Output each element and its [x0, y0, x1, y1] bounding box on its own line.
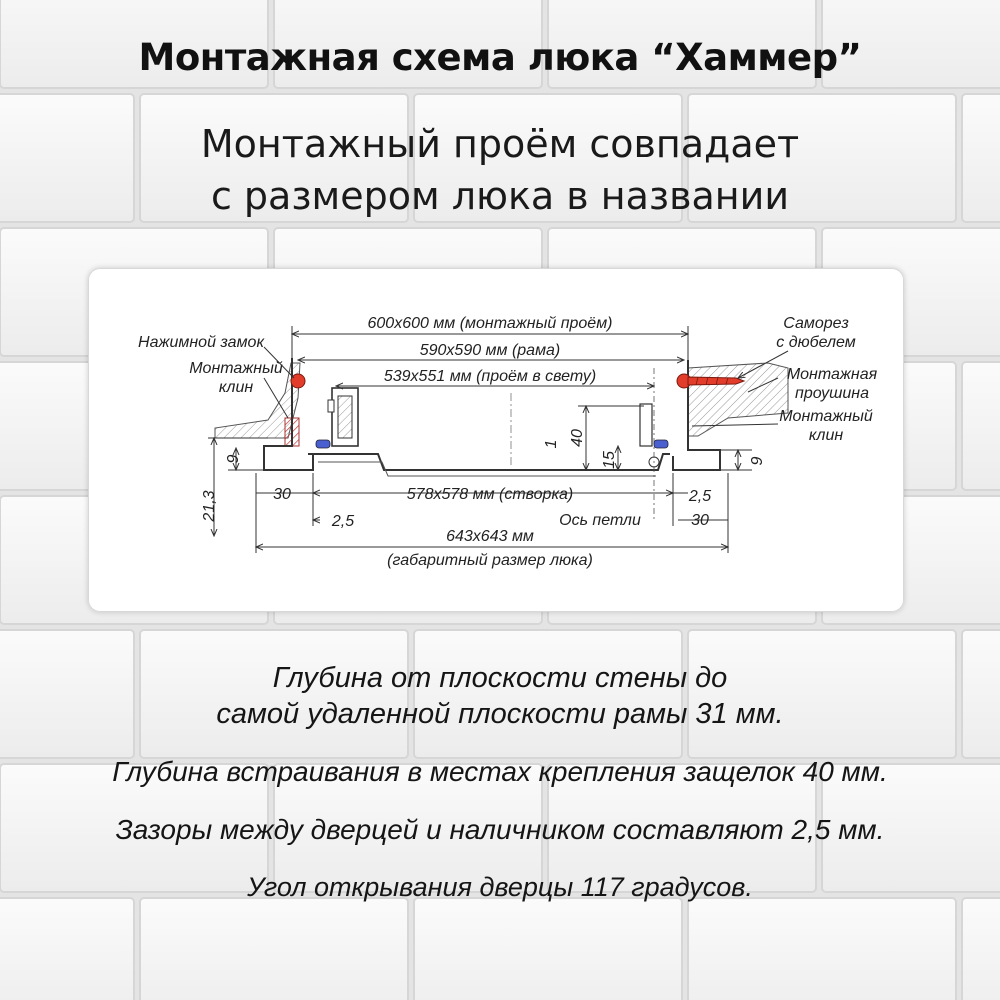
label-left-wedge-2: клин — [218, 379, 254, 396]
wall-tile — [140, 898, 408, 1000]
dim-overall-note: (габаритный размер люка) — [387, 552, 593, 569]
label-lug-2: проушина — [795, 385, 869, 402]
push-lock-latch — [328, 400, 334, 412]
note-embed-depth: Глубина встраивания в местах крепления защелок 40 мм. — [112, 756, 888, 787]
num-mid-40: 40 — [569, 429, 586, 447]
push-lock-core — [338, 396, 352, 438]
label-push-lock: Нажимной замок — [138, 334, 264, 351]
subtitle — [0, 118, 1000, 222]
label-screw-1: Саморез — [783, 315, 849, 332]
installation-diagram — [88, 268, 904, 612]
dim-clear-label: 539х551 мм (проём в свету) — [383, 368, 597, 385]
left-seal — [316, 440, 330, 448]
label-screw-2: с дюбелем — [776, 334, 856, 351]
num-left-2-5: 2,5 — [331, 513, 355, 530]
num-left-21-3: 21,3 — [201, 490, 218, 522]
dim-leaf-label: 578х578 мм (створка) — [406, 486, 574, 503]
label-right-wedge-1: Монтажный — [779, 408, 873, 425]
note-gaps: Зазоры между дверцей и наличником составляют 2,5 мм. — [115, 814, 885, 845]
left-screw-head — [291, 374, 305, 388]
subtitle-line-1: Монтажный проём совпадает — [200, 122, 800, 166]
label-lug-1: Монтажная — [786, 366, 878, 383]
wall-tile — [0, 898, 134, 1000]
num-right-30: 30 — [691, 512, 709, 529]
hinge-block — [640, 404, 652, 446]
wall-tile — [962, 362, 1000, 490]
dim-overall-label: 643х643 мм — [446, 528, 534, 545]
num-right-2-5: 2,5 — [688, 488, 712, 505]
note-opening-angle: Угол открывания дверцы 117 градусов. — [247, 872, 753, 902]
hinge-axis-label: Ось петли — [559, 512, 641, 529]
wall-tile — [688, 898, 956, 1000]
installation-diagram-panel — [88, 268, 904, 612]
note-depth-line-1: Глубина от плоскости стены до — [272, 662, 728, 694]
label-left-wedge-1: Монтажный — [189, 360, 283, 377]
num-left-9: 9 — [225, 454, 242, 464]
page-title: Монтажная схема люка “Хаммер” — [138, 36, 862, 79]
note-depth-line-2: самой удаленной плоскости рамы 31 мм. — [216, 698, 784, 730]
wall-tile — [414, 898, 682, 1000]
dim-opening-label: 600х600 мм (монтажный проём) — [367, 315, 613, 332]
subtitle-line-2: с размером люка в названии — [210, 174, 790, 218]
wall-tile — [962, 898, 1000, 1000]
label-right-wedge-2: клин — [808, 427, 844, 444]
right-seal — [654, 440, 668, 448]
dim-frame-label: 590х590 мм (рама) — [419, 342, 561, 359]
num-mid-1: 1 — [543, 439, 560, 449]
num-left-30: 30 — [273, 486, 291, 503]
num-right-9: 9 — [749, 456, 766, 466]
num-mid-15: 15 — [601, 451, 618, 469]
